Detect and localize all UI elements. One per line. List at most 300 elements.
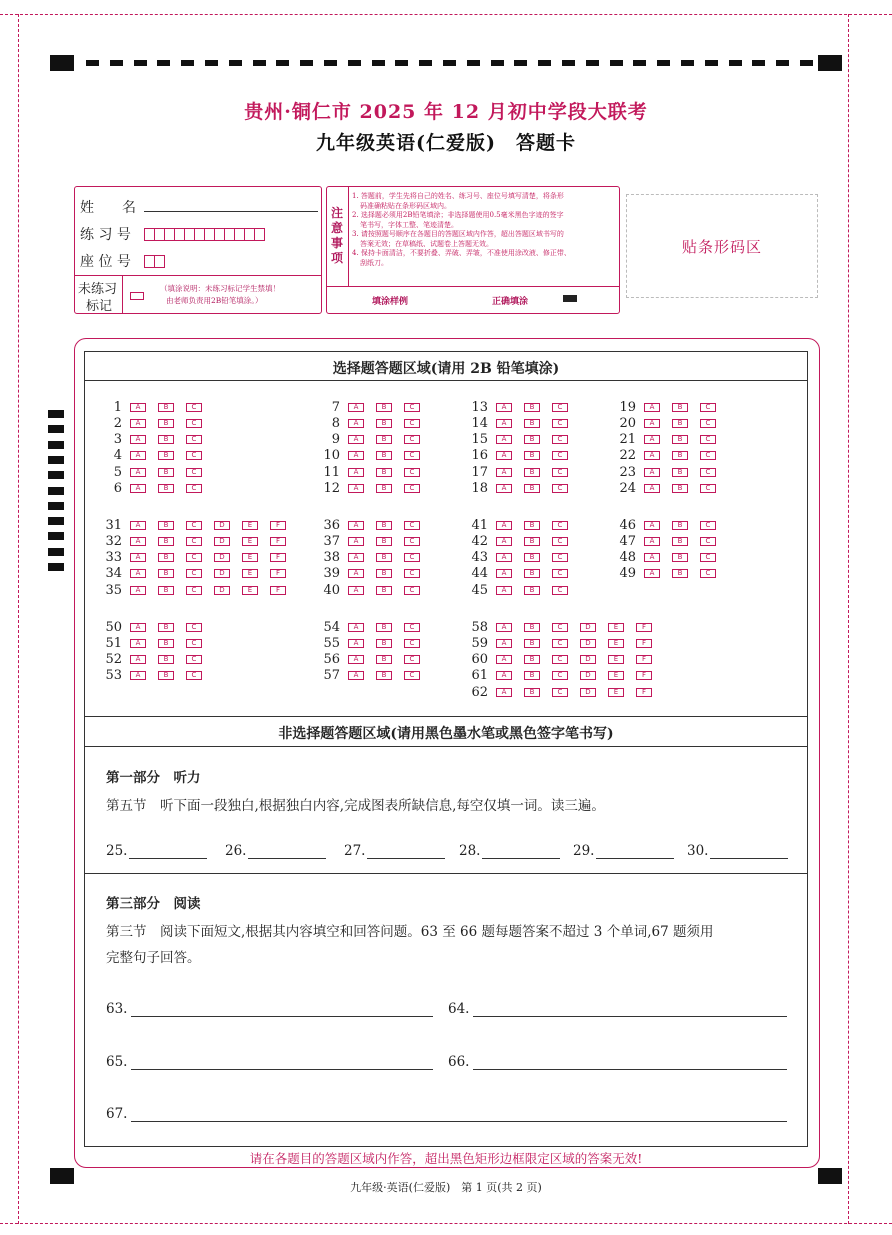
option-bubble[interactable]: B [672,537,688,546]
option-bubble[interactable]: F [636,688,652,697]
timing-mark [395,60,408,66]
question-row [100,620,214,634]
option-bubble[interactable]: A [130,586,146,595]
option-bubble[interactable]: B [158,537,174,546]
question-number: 12 [323,481,340,496]
answer-line[interactable] [129,845,207,859]
option-bubble[interactable]: A [348,521,364,530]
option-bubble[interactable]: A [130,435,146,444]
option-bubble[interactable]: F [270,586,286,595]
question-row [318,518,432,532]
option-bubble[interactable]: B [376,403,392,412]
option-bubble[interactable]: C [186,639,202,648]
option-bubble[interactable]: B [524,451,540,460]
timing-mark [562,60,575,66]
page-info: 九年级·英语(仁爱版) 第 1 页(共 2 页) [350,1181,542,1194]
option-bubble[interactable]: C [186,403,202,412]
option-bubble[interactable]: C [700,419,716,428]
side-mark [48,502,64,510]
option-bubble[interactable]: A [130,537,146,546]
option-bubble[interactable]: F [636,623,652,632]
option-bubble[interactable]: B [524,655,540,664]
option-bubble[interactable]: A [130,419,146,428]
option-bubble[interactable]: B [158,419,174,428]
question-number: 18 [471,481,488,496]
corner-mark-top-left [50,55,74,71]
question-number: 50 [105,619,122,635]
option-bubble[interactable]: A [348,553,364,562]
option-bubble[interactable]: E [608,671,624,680]
option-bubble[interactable]: A [496,419,512,428]
option-bubble[interactable]: B [376,623,392,632]
question-number: 59 [471,635,488,651]
option-bubble[interactable]: C [186,655,202,664]
option-bubble[interactable]: B [376,569,392,578]
timing-mark [348,60,361,66]
option-bubble[interactable]: C [552,688,568,697]
timing-mark [491,60,504,66]
option-bubble[interactable]: C [186,468,202,477]
option-bubble[interactable]: A [496,655,512,664]
option-bubble[interactable]: B [672,419,688,428]
option-bubble[interactable]: A [644,419,660,428]
option-bubble[interactable]: B [524,569,540,578]
answer-line[interactable] [473,1056,787,1070]
option-bubble[interactable]: B [376,537,392,546]
option-bubble[interactable]: C [404,435,420,444]
option-bubble[interactable]: D [580,639,596,648]
option-bubble[interactable]: F [270,537,286,546]
question-number: 39 [323,566,340,582]
option-bubble[interactable]: A [348,451,364,460]
question-number: 14 [471,415,488,431]
option-bubble[interactable]: B [524,435,540,444]
question-row [318,636,432,650]
option-bubble[interactable]: B [158,671,174,680]
option-bubble[interactable]: B [376,553,392,562]
option-bubble[interactable]: D [214,537,230,546]
option-bubble[interactable]: B [158,655,174,664]
question-number: 13 [471,399,488,415]
option-bubble[interactable]: B [376,655,392,664]
question-number: 4 [113,448,122,464]
answer-line[interactable] [710,845,788,859]
option-bubble[interactable]: B [158,484,174,493]
option-bubble[interactable]: B [158,586,174,595]
option-bubble[interactable]: A [496,586,512,595]
answer-line[interactable] [596,845,674,859]
option-bubble[interactable]: E [608,655,624,664]
option-bubble[interactable]: C [552,586,568,595]
option-bubble[interactable]: A [130,639,146,648]
part1-title: 第一部分 听力 [106,770,201,786]
option-bubble[interactable]: B [158,553,174,562]
timing-mark [610,60,623,66]
option-bubble[interactable]: B [158,623,174,632]
option-bubble[interactable]: B [524,521,540,530]
option-bubble[interactable]: A [130,623,146,632]
option-bubble[interactable]: C [700,435,716,444]
option-bubble[interactable]: C [186,623,202,632]
option-bubble[interactable]: C [552,655,568,664]
option-bubble[interactable]: A [130,403,146,412]
option-bubble[interactable]: B [376,586,392,595]
question-row [100,482,214,496]
blank-number: 28. [459,843,481,859]
option-bubble[interactable]: E [608,688,624,697]
option-bubble[interactable]: B [376,451,392,460]
question-number: 35 [105,582,122,598]
option-bubble[interactable]: B [672,569,688,578]
option-bubble[interactable]: A [348,586,364,595]
option-bubble[interactable]: B [158,451,174,460]
note-line: 1. 答题前，学生先将自己的姓名、练习号、座位号填写清楚，将条形 [352,192,564,200]
option-bubble[interactable]: A [348,569,364,578]
option-bubble[interactable]: F [636,655,652,664]
option-bubble[interactable]: C [186,569,202,578]
option-bubble[interactable]: C [552,435,568,444]
option-bubble[interactable]: B [158,639,174,648]
option-bubble[interactable]: A [348,468,364,477]
option-bubble[interactable]: A [130,521,146,530]
blank-number: 67. [106,1106,128,1122]
timing-mark [157,60,170,66]
option-bubble[interactable]: A [496,623,512,632]
blank-item [225,843,326,859]
question-row [466,636,664,650]
option-bubble[interactable]: B [672,451,688,460]
question-row [100,567,298,581]
option-bubble[interactable]: C [404,484,420,493]
option-bubble[interactable]: A [348,671,364,680]
option-bubble[interactable]: B [376,484,392,493]
option-bubble[interactable]: C [552,468,568,477]
option-bubble[interactable]: B [524,623,540,632]
blank-item [344,843,445,859]
option-bubble[interactable]: B [672,553,688,562]
answer-line[interactable] [367,845,445,859]
option-bubble[interactable]: B [672,403,688,412]
option-bubble[interactable]: B [376,521,392,530]
option-bubble[interactable]: C [552,419,568,428]
option-bubble[interactable]: A [348,537,364,546]
option-bubble[interactable]: C [552,521,568,530]
option-bubble[interactable]: C [404,671,420,680]
question-number: 58 [471,619,488,635]
option-bubble[interactable]: A [496,451,512,460]
option-bubble[interactable]: E [242,586,258,595]
option-bubble[interactable]: C [700,521,716,530]
option-bubble[interactable]: C [552,639,568,648]
side-mark [48,517,64,525]
option-bubble[interactable]: E [242,553,258,562]
option-bubble[interactable]: D [214,586,230,595]
question-number: 53 [105,668,122,684]
option-bubble[interactable]: A [348,403,364,412]
option-bubble[interactable]: B [524,639,540,648]
option-bubble[interactable]: C [404,569,420,578]
option-bubble[interactable]: C [552,403,568,412]
question-row [614,465,728,479]
option-bubble[interactable]: B [376,639,392,648]
question-row [466,567,580,581]
option-bubble[interactable]: B [158,569,174,578]
option-bubble[interactable]: D [214,521,230,530]
option-bubble[interactable]: C [186,521,202,530]
note-line: 4. 保持卡面清洁，不要折叠、弄破、弄皱，不准使用涂改液、修正带、 [352,249,571,257]
option-bubble[interactable]: A [644,553,660,562]
question-row [100,400,214,414]
option-bubble[interactable]: C [700,484,716,493]
option-bubble[interactable]: A [348,419,364,428]
option-bubble[interactable]: F [270,521,286,530]
option-bubble[interactable]: C [186,553,202,562]
timing-mark [586,60,599,66]
question-number: 52 [105,652,122,668]
option-bubble[interactable]: B [524,403,540,412]
note-line: 答案无效；在草稿纸、试题卷上答题无效。 [360,239,493,248]
option-bubble[interactable]: B [672,521,688,530]
option-bubble[interactable]: D [580,671,596,680]
blank-number: 64. [448,1001,470,1017]
option-bubble[interactable]: A [496,521,512,530]
cut-line-left [18,14,19,1224]
option-bubble[interactable]: B [158,435,174,444]
divider-nonchoice-top [84,716,808,717]
option-bubble[interactable]: C [186,586,202,595]
option-bubble[interactable]: A [348,623,364,632]
option-bubble[interactable]: A [644,521,660,530]
option-bubble[interactable]: E [608,639,624,648]
option-bubble[interactable]: C [700,553,716,562]
question-row [466,465,580,479]
option-bubble[interactable]: C [404,521,420,530]
option-bubble[interactable]: B [524,468,540,477]
option-bubble[interactable]: F [636,671,652,680]
blank-item [106,843,207,859]
option-bubble[interactable]: C [186,671,202,680]
option-bubble[interactable]: A [496,639,512,648]
option-bubble[interactable]: F [636,639,652,648]
option-bubble[interactable]: A [496,537,512,546]
option-bubble[interactable]: A [496,403,512,412]
option-bubble[interactable]: C [186,537,202,546]
info-divider-v [122,275,123,314]
option-bubble[interactable]: E [242,569,258,578]
option-bubble[interactable]: C [186,435,202,444]
option-bubble[interactable]: A [130,451,146,460]
seat-no-label: 座 位 号 [80,254,131,270]
option-bubble[interactable]: B [376,419,392,428]
option-bubble[interactable]: A [496,468,512,477]
question-number: 36 [323,517,340,533]
barcode-area[interactable]: 贴条形码区 [626,194,818,298]
option-bubble[interactable]: F [270,569,286,578]
part1-instruction: 第五节 听下面一段独白,根据独白内容,完成图表所缺信息,每空仅填一词。读三遍。 [106,798,605,814]
option-bubble[interactable]: C [700,451,716,460]
note-line: 3. 请按照题号顺序在各题目的答题区域内作答，超出答题区域书写的 [352,230,564,238]
option-bubble[interactable]: C [186,419,202,428]
timing-mark [134,60,147,66]
timing-mark [800,60,813,66]
option-bubble[interactable]: A [496,553,512,562]
unpracticed-checkbox[interactable] [130,292,144,300]
info-divider [74,275,322,276]
option-bubble[interactable]: A [348,484,364,493]
option-bubble[interactable]: B [524,553,540,562]
timing-mark [86,60,99,66]
question-number: 62 [471,684,488,700]
option-bubble[interactable]: C [552,623,568,632]
answer-line[interactable] [248,845,326,859]
option-bubble[interactable]: A [130,569,146,578]
option-bubble[interactable]: A [644,451,660,460]
option-bubble[interactable]: C [186,451,202,460]
seat-cell[interactable] [154,255,165,268]
part3-instruction-2: 完整句子回答。 [106,950,201,966]
option-bubble[interactable]: C [404,553,420,562]
option-bubble[interactable]: C [700,403,716,412]
option-bubble[interactable]: C [552,451,568,460]
seat-no-cells[interactable] [144,253,164,272]
question-number: 6 [113,481,122,496]
question-number: 17 [471,464,488,480]
option-bubble[interactable]: A [644,537,660,546]
answer-line[interactable] [131,1003,433,1017]
option-bubble[interactable]: A [644,403,660,412]
option-bubble[interactable]: A [496,435,512,444]
option-bubble[interactable]: A [348,435,364,444]
option-bubble[interactable]: C [186,484,202,493]
option-bubble[interactable]: B [158,468,174,477]
question-row [466,669,664,683]
question-row [100,433,214,447]
option-bubble[interactable]: B [672,435,688,444]
option-bubble[interactable]: C [404,468,420,477]
question-number: 46 [619,517,636,533]
question-row [466,518,580,532]
answer-line[interactable] [131,1108,787,1122]
blank-item [106,1106,787,1122]
unpracticed-note-2: 由老师负责用2B铅笔填涂。） [166,296,263,305]
option-bubble[interactable]: B [158,403,174,412]
option-bubble[interactable]: C [404,419,420,428]
option-bubble[interactable]: C [552,484,568,493]
option-bubble[interactable]: B [524,419,540,428]
option-bubble[interactable]: F [270,553,286,562]
option-bubble[interactable]: A [348,639,364,648]
option-bubble[interactable]: C [700,569,716,578]
option-bubble[interactable]: C [700,537,716,546]
question-number: 51 [105,635,122,651]
option-bubble[interactable]: A [348,655,364,664]
question-number: 37 [323,533,340,549]
option-bubble[interactable]: E [242,537,258,546]
option-bubble[interactable]: A [644,484,660,493]
option-bubble[interactable]: D [214,553,230,562]
option-bubble[interactable]: D [580,688,596,697]
question-number: 57 [323,668,340,684]
timing-mark [276,60,289,66]
option-bubble[interactable]: C [552,569,568,578]
answer-line[interactable] [482,845,560,859]
nonchoice-section-title: 非选择题答题区域(请用黑色墨水笔或黑色签字笔书写) [278,726,614,742]
answer-line[interactable] [131,1056,433,1070]
option-bubble[interactable]: C [404,586,420,595]
option-bubble[interactable]: C [404,639,420,648]
option-bubble[interactable]: E [608,623,624,632]
option-bubble[interactable]: A [496,688,512,697]
practice-no-cells[interactable] [144,226,264,245]
option-bubble[interactable]: A [130,671,146,680]
option-bubble[interactable]: C [404,623,420,632]
question-row [614,482,728,496]
option-bubble[interactable]: B [158,521,174,530]
question-row [614,551,728,565]
option-bubble[interactable]: A [130,655,146,664]
option-bubble[interactable]: B [672,484,688,493]
option-bubble[interactable]: B [376,671,392,680]
option-bubble[interactable]: A [130,468,146,477]
option-bubble[interactable]: A [644,569,660,578]
timing-mark [538,60,551,66]
option-bubble[interactable]: B [524,484,540,493]
question-number: 20 [619,415,636,431]
option-bubble[interactable]: B [524,537,540,546]
option-bubble[interactable]: A [496,569,512,578]
option-bubble[interactable]: C [552,553,568,562]
option-bubble[interactable]: E [242,521,258,530]
option-bubble[interactable]: A [496,671,512,680]
timing-mark [752,60,765,66]
option-bubble[interactable]: C [700,468,716,477]
question-row [318,433,432,447]
timing-mark [372,60,385,66]
option-bubble[interactable]: D [580,655,596,664]
timing-mark [229,60,242,66]
option-bubble[interactable]: C [552,671,568,680]
name-field[interactable] [144,211,318,212]
option-bubble[interactable]: A [644,435,660,444]
option-bubble[interactable]: B [672,468,688,477]
question-row [466,416,580,430]
question-number: 47 [619,533,636,549]
option-bubble[interactable]: D [580,623,596,632]
option-bubble[interactable]: B [524,688,540,697]
question-row [318,465,432,479]
side-mark [48,471,64,479]
answer-line[interactable] [473,1003,787,1017]
option-bubble[interactable]: A [130,553,146,562]
option-bubble[interactable]: A [496,484,512,493]
question-row [466,400,580,414]
option-bubble[interactable]: C [404,403,420,412]
timing-mark [657,60,670,66]
divider-choice [84,380,808,381]
option-bubble[interactable]: C [552,537,568,546]
option-bubble[interactable]: D [214,569,230,578]
option-bubble[interactable]: C [404,451,420,460]
option-bubble[interactable]: B [524,671,540,680]
option-bubble[interactable]: C [404,537,420,546]
practice-cell[interactable] [254,228,265,241]
option-bubble[interactable]: C [404,655,420,664]
option-bubble[interactable]: A [644,468,660,477]
option-bubble[interactable]: B [376,435,392,444]
option-bubble[interactable]: B [376,468,392,477]
option-bubble[interactable]: A [130,484,146,493]
option-bubble[interactable]: B [524,586,540,595]
